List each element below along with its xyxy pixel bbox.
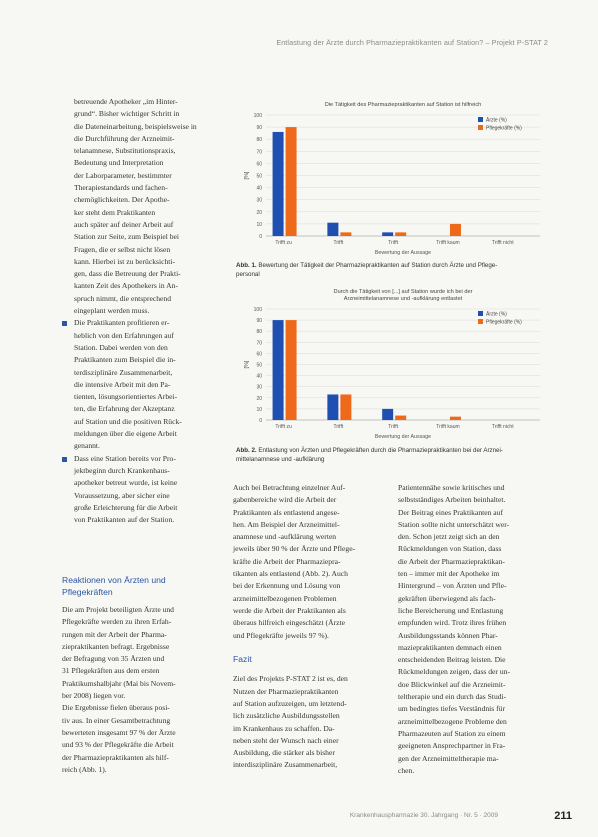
text-line: tikanten als entlastend (Abb. 2). Auch [233,569,348,579]
text-line: teltherapie und ein durch das Studi- [398,692,507,702]
text-line: den. Schon jetzt zeigt sich an den [398,532,500,542]
x-axis-label: Bewertung der Aussage [374,250,432,256]
y-tick-label: 10 [256,221,262,228]
x-tick-label: Trifft zu [275,424,292,430]
heading-line: Reaktionen von Ärzten und [62,575,166,585]
text-line: auch später auf deiner Arbeit auf [74,219,174,229]
y-tick-label: 20 [256,209,262,216]
text-line: spruch nimmt, die entsprechend [74,293,172,303]
text-line: heblich von den Erfahrungen auf [74,330,174,340]
figure-1-chart [236,100,548,258]
text-line: Ausbildungsstands können Phar- [398,630,498,640]
text-line: interdisziplinäre Zusammenarbeit, [233,760,338,770]
text-line: Praktikanten zum Beispiel die in- [74,355,176,365]
bar [273,132,284,236]
text-line: und Pflegekräfte jeweils 97 %). [233,630,329,640]
legend-swatch [478,319,483,324]
text-line: Fragen, die er selbst nicht lösen [74,244,171,254]
heading-line: Pflegekräften [62,586,113,597]
text-line: werde die Arbeit der Praktikanten als [233,605,346,615]
bar [273,320,284,420]
y-tick-label: 90 [256,125,262,132]
text-line: selbstständiges Arbeiten beinhaltet. [398,495,506,505]
text-line: Pharmazeuten auf Station zu einem [398,728,506,738]
y-tick-label: 90 [256,318,262,325]
text-line: Pflegekräfte werden zu ihren Erfah- [62,617,172,627]
caption-label: Abb. 2. [236,447,257,454]
bullet-item [74,453,221,527]
text-line: kanten Zeit des Apothekers in An- [74,281,178,291]
bullet-square-icon [62,321,67,326]
text-line: grund“. Bisher wichtiger Schritt in [74,109,180,119]
legend-swatch [478,125,483,130]
section-reaktionen [62,575,220,776]
text-line: im Krankenhaus zu schaffen. Da- [233,723,335,733]
text-line: geeigneten Ansprechpartner in Fra- [398,741,506,751]
text-line: doe Blickwinkel auf die Arzneimit- [398,679,506,689]
text-line: liche Bereicherung und Entlastung [398,605,504,615]
running-head: Entlastung der Ärzte durch Pharmaziepraktikanten auf Station? – Projekt P-STAT 2 [276,38,548,47]
legend-swatch [478,311,483,316]
bar [395,416,406,420]
left-column-top [74,96,221,526]
text-line: auf Station aufzuzeigen, um letztend- [233,698,347,708]
section-heading [62,575,220,598]
text-line: 31 Pflegekräften aus dem ersten [62,666,160,676]
chart-title: Arzneimittelanamnese und -aufklärung entlastet [343,296,463,302]
text-line: neben steht der Wunsch nach einer [233,735,339,745]
y-tick-label: 0 [259,234,262,240]
text-line: hen. Am Beispiel der Arzneimittel- [233,519,340,529]
text-line: betreuende Apotheker „im Hinter- [74,97,178,106]
text-line: genannt. [74,441,100,451]
text-line: reich (Abb. 1). [62,764,107,774]
text-line: bei der Erkennung und Lösung von [233,581,341,591]
text-line: Bedeutung und Interpretation [74,158,164,168]
text-line: eingeplant werden muss. [74,306,150,316]
figure-2-caption [236,446,551,464]
bar [327,394,338,420]
bar [395,232,406,236]
legend-label: Pflegekräfte (%) [486,125,522,132]
y-axis-label: [%] [244,171,250,180]
text-line: meldungen über die eigene Arbeit [74,429,177,439]
y-tick-label: 20 [256,395,262,402]
figure-1-caption [236,261,551,279]
bar [382,409,393,420]
caption-text: personal [236,271,260,278]
bar [327,223,338,236]
right-column [398,482,548,777]
text-line: Ausbildung, die stärker als bisher [233,748,335,758]
text-line: die Durchführung der Arzneimit- [74,133,175,143]
text-line: der Befragung von 35 Ärzten und [62,654,165,664]
text-line: Station sollte nicht unterschätzt wer- [398,519,510,529]
text-line: von Praktikanten auf der Station. [74,515,175,525]
legend-label: Ärzte (%) [486,311,507,318]
text-line: gabenbereiche wird die Arbeit der [233,495,337,505]
text-line: gen der Arzneimitteltherapie ma- [398,753,499,763]
middle-column [233,482,388,772]
text-line: Praktikanten als entlastend angese- [233,507,340,517]
text-line: arzneimittelbezogenen Problemen [233,593,337,603]
legend-swatch [478,117,483,122]
text-line: Die am Projekt beteiligten Ärzte und [62,605,174,614]
text-line: rungen mit der Arbeit der Pharma- [62,629,167,639]
text-line: ker steht dem Praktikanten [74,207,156,217]
text-line: maziepraktikanten demnach einen [398,642,502,652]
y-tick-label: 10 [256,406,262,413]
bar [450,417,461,420]
y-tick-label: 100 [253,113,262,119]
caption-text: Entlastung von Ärzten und Pflegekräften durch die Pharmaziepraktikanten bei der Arznei- [258,447,503,454]
y-tick-label: 30 [256,197,262,204]
text-line: Hintergrund – von Ärzten und Pfle- [398,581,507,591]
x-tick-label: Trifft nicht [491,424,514,430]
text-line: Praktikumshalbjahr (Mai bis Novem- [62,678,176,688]
chart-svg [236,100,548,258]
text-line: Rückmeldungen zeigen, dass der un- [398,667,510,677]
text-line: tiv aus. In einer Gesamtbetrachtung [62,715,171,725]
y-tick-label: 100 [253,307,262,313]
bar [340,232,351,236]
x-axis-label: Bewertung der Aussage [374,434,432,440]
text-line: gen, dass die Betreuung der Prakti- [74,269,181,279]
text-line: Dass eine Station bereits vor Pro- [74,453,176,463]
text-line: überaus hilfreich eingeschätzt (Ärzte [233,618,345,628]
chart-title: Durch die Tätigkeit von [...] auf Station wurde ich bei der [333,289,473,295]
chart-svg [236,287,548,442]
x-tick-label: Trifft [333,424,344,430]
text-line: Station. Dabei werden von den [74,342,168,352]
bar [286,320,297,420]
bar [286,127,297,236]
journal-footer: Krankenhauspharmazie 30. Jahrgang · Nr. 5 · 2009 [349,812,498,819]
text-line: telanamnese, Substitutionspraxis, [74,146,176,156]
y-tick-label: 40 [256,373,262,380]
text-line: tienten, lösungsorientiertes Arbei- [74,392,178,402]
bar [382,232,393,236]
text-line: ziepraktikanten befragt. Ergebnisse [62,641,170,651]
x-tick-label: Trifft [388,240,399,246]
caption-label: Abb. 1. [236,262,257,269]
text-line: terdisziplinäre Zusammenarbeit, [74,367,173,377]
y-tick-label: 50 [256,173,262,180]
x-tick-label: Trifft kaum [436,424,460,430]
text-line: um bedingtes tiefes Verständnis für [398,704,505,714]
text-line: die intensive Arbeit mit den Pa- [74,379,171,389]
text-line: arzneimittelbezogene Probleme den [398,716,507,726]
text-line: anamnese und -aufklärung werten [233,532,337,542]
page-number: 211 [554,810,572,822]
text-line: Rückmeldungen von Station, dass [398,544,502,554]
text-line: die Arbeit der Pharmaziepraktikan- [398,556,505,566]
bullet-list [74,317,221,526]
text-line: Patientennähe sowie kritisches und [398,483,505,492]
text-line: Der Beitrag eines Praktikanten auf [398,507,504,517]
bullet-item [74,317,221,452]
x-tick-label: Trifft kaum [436,240,460,246]
text-line: chemöglichkeiten. Der Apothe- [74,195,170,205]
text-line: kann. Hierbei ist zu berücksichti- [74,256,176,266]
x-tick-label: Trifft [333,240,344,246]
text-line: jektbeginn durch Krankenhaus- [74,465,170,475]
y-tick-label: 60 [256,351,262,358]
chart-title: Die Tätigkeit des Pharmaziepraktikanten auf Station ist hilfreich [324,102,482,108]
text-line: Voraussetzung, aber sicher eine [74,490,170,500]
x-tick-label: Trifft zu [275,240,292,246]
section-heading-fazit: Fazit [233,653,252,664]
y-tick-label: 60 [256,161,262,168]
text-line: Auch bei Betrachtung einzelner Auf- [233,483,346,492]
y-tick-label: 80 [256,137,262,144]
text-line: ten, die Erfahrung der Akzeptanz [74,404,175,414]
x-tick-label: Trifft [388,424,399,430]
legend-label: Ärzte (%) [486,117,507,124]
text-line: Die Praktikanten profitieren er- [74,318,170,328]
text-line: gekräften überwiegend als fach- [398,593,496,603]
bar [450,224,461,236]
text-line: chen. [398,765,415,775]
bar [340,394,351,420]
y-tick-label: 80 [256,329,262,336]
caption-text: Bewertung der Tätigkeit der Pharmaziepraktikanten auf Station durch Ärzte und Pflege- [258,262,498,269]
text-line: entscheidenden Beitrag leisten. Die [398,655,506,665]
y-axis-label: [%] [244,360,250,369]
text-line: ber 2008) liegen vor. [62,691,126,701]
y-tick-label: 70 [256,149,262,156]
y-tick-label: 50 [256,362,262,369]
y-tick-label: 0 [259,418,262,424]
text-line: Ziel des Projekts P-STAT 2 ist es, den [233,674,348,684]
text-line: lich zusätzliche Ausbildungsstellen [233,711,340,721]
text-line: auf Station und die positiven Rück- [74,416,182,426]
y-tick-label: 30 [256,384,262,391]
caption-text: mittelanamnese und -aufklärung [236,456,325,463]
text-line: Die Ergebnisse fielen überaus posi- [62,703,170,713]
text-line: empfunden wird. Trotz ihres frühen [398,618,507,628]
bullet-square-icon [62,457,67,462]
text-line: Therapiestandards und fachen- [74,183,168,193]
text-line: jeweils über 90 % der Ärzte und Pflege- [233,544,356,554]
text-line: kräfte die Arbeit der Pharmaziepra- [233,556,341,566]
x-tick-label: Trifft nicht [491,240,514,246]
text-line: und 93 % der Pflegekräfte die Arbeit [62,740,174,750]
text-line: der Laborparameter, bestimmter [74,170,172,180]
text-line: die Dateneinarbeitung, beispielsweise in [74,121,197,131]
text-line: ten – immer mit der Apotheke im [398,569,500,579]
text-line: große Erleichterung für die Arbeit [74,502,178,512]
y-tick-label: 40 [256,185,262,192]
text-line: apotheker betreut wurde, ist keine [74,478,178,488]
legend-label: Pflegekräfte (%) [486,319,522,326]
text-line: Nutzen der Pharmaziepraktikanten [233,686,339,696]
figure-2-chart [236,287,548,442]
text-line: bewerteten insgesamt 97 % der Ärzte [62,727,176,737]
text-line: Station zur Seite, zum Beispiel bei [74,232,180,242]
y-tick-label: 70 [256,340,262,347]
text-line: der Pharmaziepraktikanten als hilf- [62,752,169,762]
